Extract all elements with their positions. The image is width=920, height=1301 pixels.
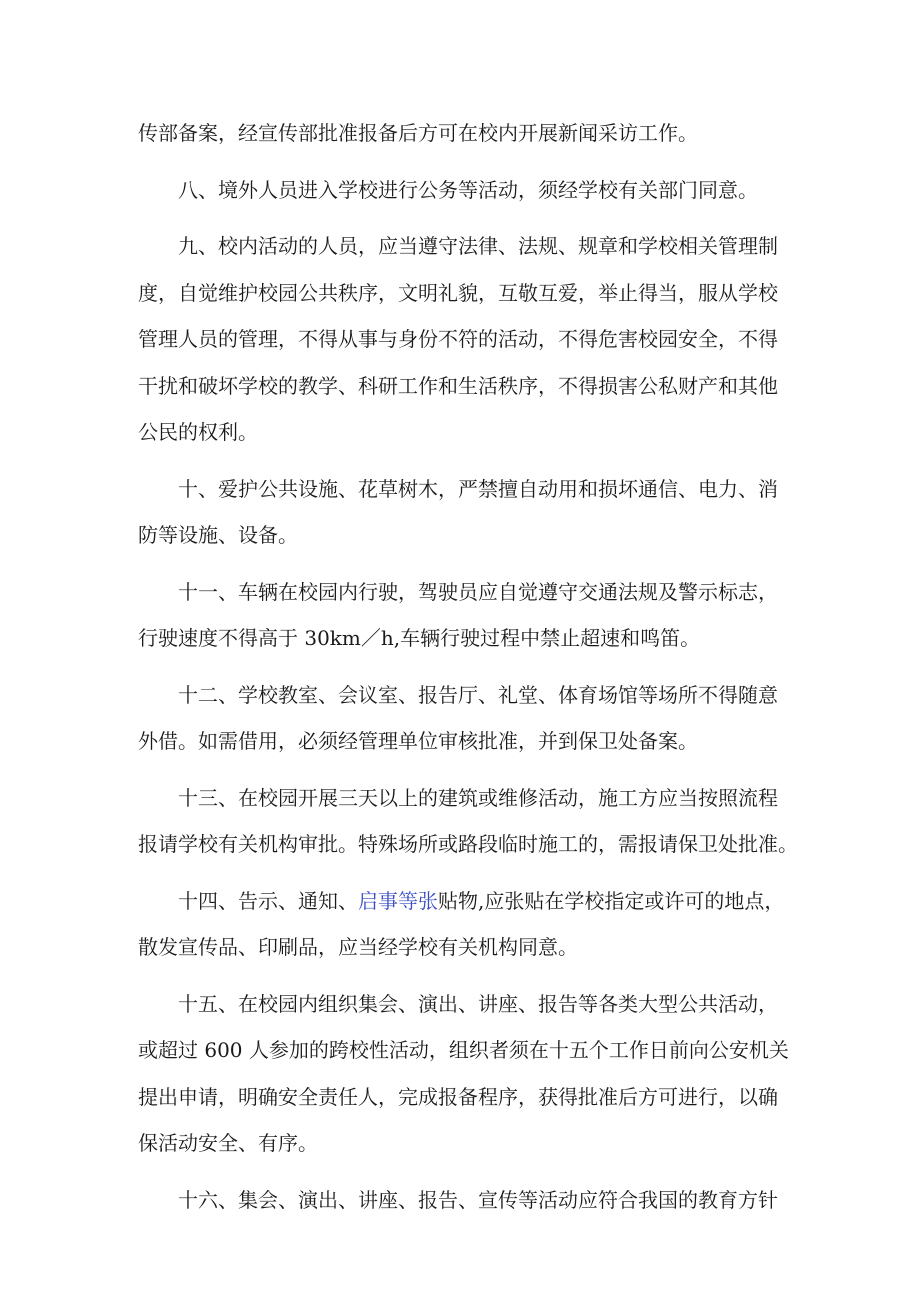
text-line: 提出申请，明确安全责任人，完成报备程序，获得批准后方可进行，以确 xyxy=(138,1084,778,1109)
text-line: 或超过 600 人参加的跨校性活动，组织者须在十五个工作日前向公安机关 xyxy=(138,1038,789,1062)
paragraph-item-15 xyxy=(138,981,792,1167)
text-segment: 十四、告示、通知、 xyxy=(178,888,358,913)
text-segment: 贴物,应张贴在学校指定或许可的地点， xyxy=(438,888,785,913)
text-line: 干扰和破坏学校的教学、科研工作和生活秩序，不得损害公私财产和其他 xyxy=(138,373,778,398)
text-line: 报请学校有关机构审批。特殊场所或路段临时施工的，需报请保卫处批准。 xyxy=(138,832,798,856)
text-line: 十六、集会、演出、讲座、报告、宣传等活动应符合我国的教育方针 xyxy=(178,1187,778,1212)
text-line: 行驶速度不得高于 30km／h,车辆行驶过程中禁止超速和鸣笛。 xyxy=(138,626,701,650)
text-line: 八、境外人员进入学校进行公务等活动，须经学校有关部门同意。 xyxy=(178,177,758,202)
text-line: 十二、学校教室、会议室、报告厅、礼堂、体育场馆等场所不得随意 xyxy=(178,682,778,707)
text-line: 度，自觉维护校园公共秩序，文明礼貌，互敬互爱，举止得当，服从学校 xyxy=(138,280,778,305)
paragraph-item-13 xyxy=(138,775,798,868)
text-line: 公民的权利。 xyxy=(138,420,258,444)
text-line: 十、爱护公共设施、花草树木，严禁擅自动用和损坏通信、电力、消 xyxy=(178,476,778,501)
text-line: 管理人员的管理，不得从事与身份不符的活动，不得危害校园安全，不得 xyxy=(138,327,778,351)
paragraph-item-9 xyxy=(138,223,792,456)
text-line: 十五、在校园内组织集会、演出、讲座、报告等各类大型公共活动， xyxy=(178,991,778,1016)
paragraph-item-14 xyxy=(138,878,792,971)
text-line: 十三、在校园开展三天以上的建筑或维修活动，施工方应当按照流程 xyxy=(178,785,778,810)
paragraph-intro xyxy=(138,110,792,157)
paragraph-item-16 xyxy=(138,1177,792,1224)
text-line xyxy=(138,878,792,925)
text-line: 传部备案，经宣传部批准报备后方可在校内开展新闻采访工作。 xyxy=(138,121,698,145)
paragraph-item-11 xyxy=(138,569,792,662)
paragraph-item-8 xyxy=(138,167,792,214)
text-line: 十一、车辆在校园内行驶，驾驶员应自觉遵守交通法规及警示标志， xyxy=(178,579,778,604)
document-body xyxy=(138,110,798,1223)
text-line: 防等设施、设备。 xyxy=(138,523,298,547)
text-line: 保活动安全、有序。 xyxy=(138,1131,318,1155)
text-line: 外借。如需借用，必须经管理单位审核批准，并到保卫处备案。 xyxy=(138,729,698,753)
paragraph-item-10 xyxy=(138,466,792,559)
text-line: 九、校内活动的人员，应当遵守法律、法规、规章和学校相关管理制 xyxy=(178,234,778,258)
paragraph-item-12 xyxy=(138,672,792,765)
highlighted-text: 启事等张 xyxy=(358,888,438,913)
text-line: 散发宣传品、印刷品，应当经学校有关机构同意。 xyxy=(138,935,578,959)
